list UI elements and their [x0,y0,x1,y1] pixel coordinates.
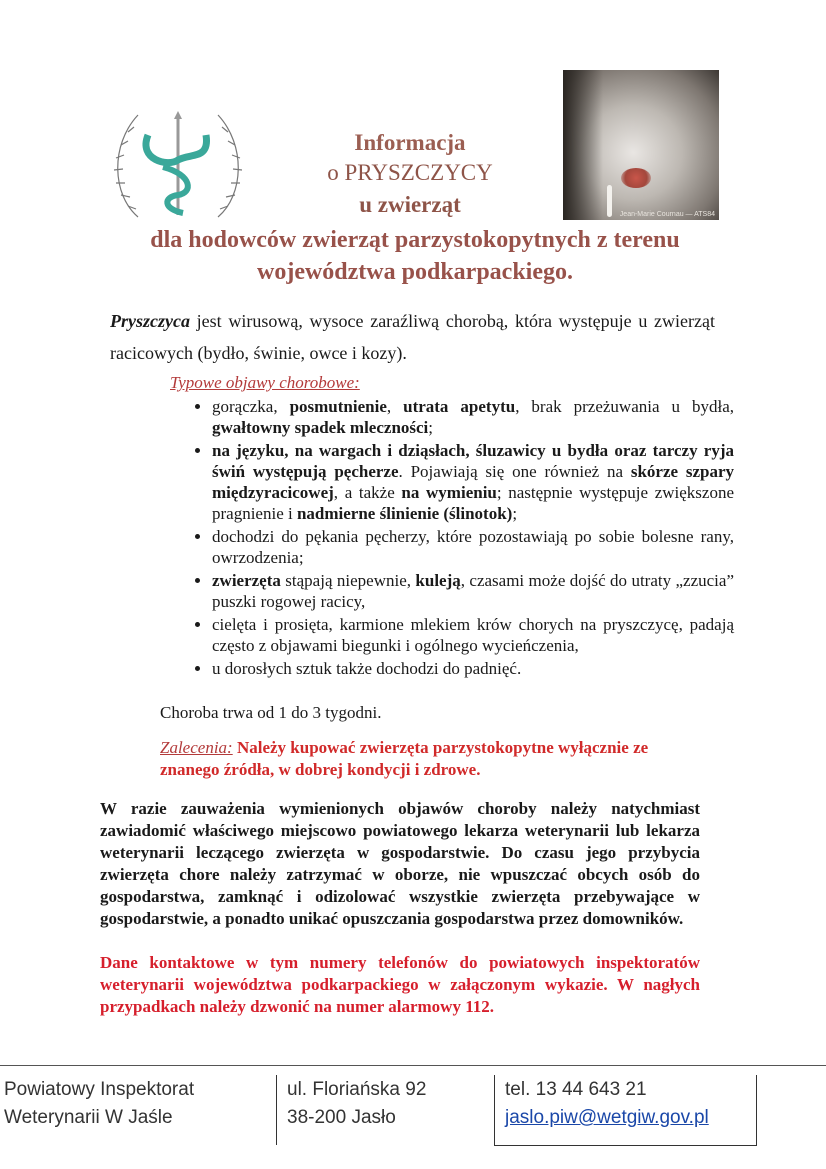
photo-shadow [563,70,603,220]
list-item: • dochodzi do pękania pęcherzy, które pozostawiają po sobie bolesne rany, owrzodzenia; [212,526,734,568]
contact-note: Dane kontaktowe w tym numery telefonów do powiatowych inspektoratów weterynarii województwa podkarpackiego w załączonym wykazie. W nagłych przypadkach należy dzwonić na numer alarmowy 112. [100,953,700,1016]
footer-organization [4,1076,259,1132]
symptom-bold: gwałtowny spadek mleczności [212,418,429,437]
document-subtitle: dla hodowców zwierząt parzystokopytnych z terenu województwa podkarpackiego. [150,227,680,285]
address-city: 38-200 Jasło [287,1107,396,1128]
symptoms-list [188,396,734,681]
photo-lesion [621,168,651,188]
footer-contact [505,1076,765,1132]
title-line-3: u zwierząt [359,192,461,217]
org-line-1: Powiatowy Inspektorat [4,1079,195,1100]
intro-paragraph [110,305,715,369]
veterinary-inspection-logo [108,105,248,225]
symptom-text: , brak przeżuwania u bydła, [515,397,734,416]
list-item: • u dorosłych sztuk także dochodzi do padnięć. [212,658,734,679]
symptoms-heading: Typowe objawy chorobowe: [170,373,360,392]
symptom-bold: na wymieniu [401,483,497,502]
symptom-text: stąpają niepewnie, [280,571,416,590]
symptom-text: , a także [333,483,402,502]
recommendation [160,737,705,781]
disease-duration: Choroba trwa od 1 do 3 tygodni. [160,703,382,722]
instructions-paragraph: W razie zauważenia wymienionych objawów choroby należy natychmiast zawiadomić właściwego miejscowo powiatowego lekarza weterynarii lub lekarza weterynarii leczącego zwierzęta w gospodarstwie. Do czasu jego przybycia zwierzęta chore należy zatrzymać w oborze, nie wpuszczać obcych osób do gospodarstwa, zamknąć i odizolować wszystkie zwierzęta przebywające w gospodarstwie, a ponadto unikać opuszczania gospodarstwa przez domowników. [100,799,700,928]
title-line-1: Informacja [354,130,466,155]
intro-text: jest wirusową, wysoce zaraźliwą chorobą, która występuje u zwierząt racicowych (bydło, świnie, owce i kozy). [110,311,715,363]
photo-saliva [607,185,612,217]
symptom-text: ; następnie występuje zwiększone pragnienie i [212,483,734,523]
org-line-2: Weterynarii W Jaśle [4,1107,173,1128]
list-item [212,440,734,524]
diseased-animal-photo [563,70,719,220]
symptom-bold: zwierzęta [212,571,281,590]
symptom-bold: utrata apetytu [403,397,516,416]
photo-credit: Jean-Marie Cournau — ATS84 [619,211,715,218]
symptom-text: ; [512,504,518,523]
symptom-bold: kuleją [415,571,461,590]
contact-email-link[interactable]: jaslo.piw@wetgiw.gov.pl [505,1107,709,1128]
symptom-bold: na języku, na wargach i dziąsłach, śluzawicy u bydła oraz tarczy ryja świń występują pęcherze [212,441,734,481]
symptom-bold: posmutnienie [289,397,387,416]
symptom-text: . Pojawiają się one również na [398,462,631,481]
list-item [212,570,734,612]
symptom-bold: skórze szpary międzyracicowej [212,462,735,502]
footer-separator [494,1075,495,1145]
footer-divider [0,1065,826,1066]
symptom-text: gorączka, [212,397,290,416]
footer-separator [276,1075,277,1145]
footer-address [287,1076,487,1132]
symptom-text: , [386,397,404,416]
list-item [212,396,734,438]
contact-box-bottom [494,1145,756,1146]
title-line-2: o PRYSZCZYCY [327,160,493,185]
contact-phone[interactable]: tel. 13 44 643 21 [505,1079,647,1100]
list-item: • cielęta i prosięta, karmione mlekiem krów chorych na pryszczycę, padają często z objawami biegunki i ogólnego wycieńczenia, [212,614,734,656]
symptom-text: , czasami może dojść do utraty „zzucia” puszki rogowej racicy, [212,571,734,611]
intro-term: Pryszczyca [110,311,190,331]
recommendation-label: Zalecenia: [160,738,233,757]
symptom-text: ; [428,418,434,437]
address-street: ul. Floriańska 92 [287,1079,427,1100]
symptom-bold: nadmierne ślinienie (ślinotok) [296,504,513,523]
recommendation-text: Należy kupować zwierzęta parzystokopytne wyłącznie ze znanego źródła, w dobrej kondycji i zdrowe. [160,738,649,779]
